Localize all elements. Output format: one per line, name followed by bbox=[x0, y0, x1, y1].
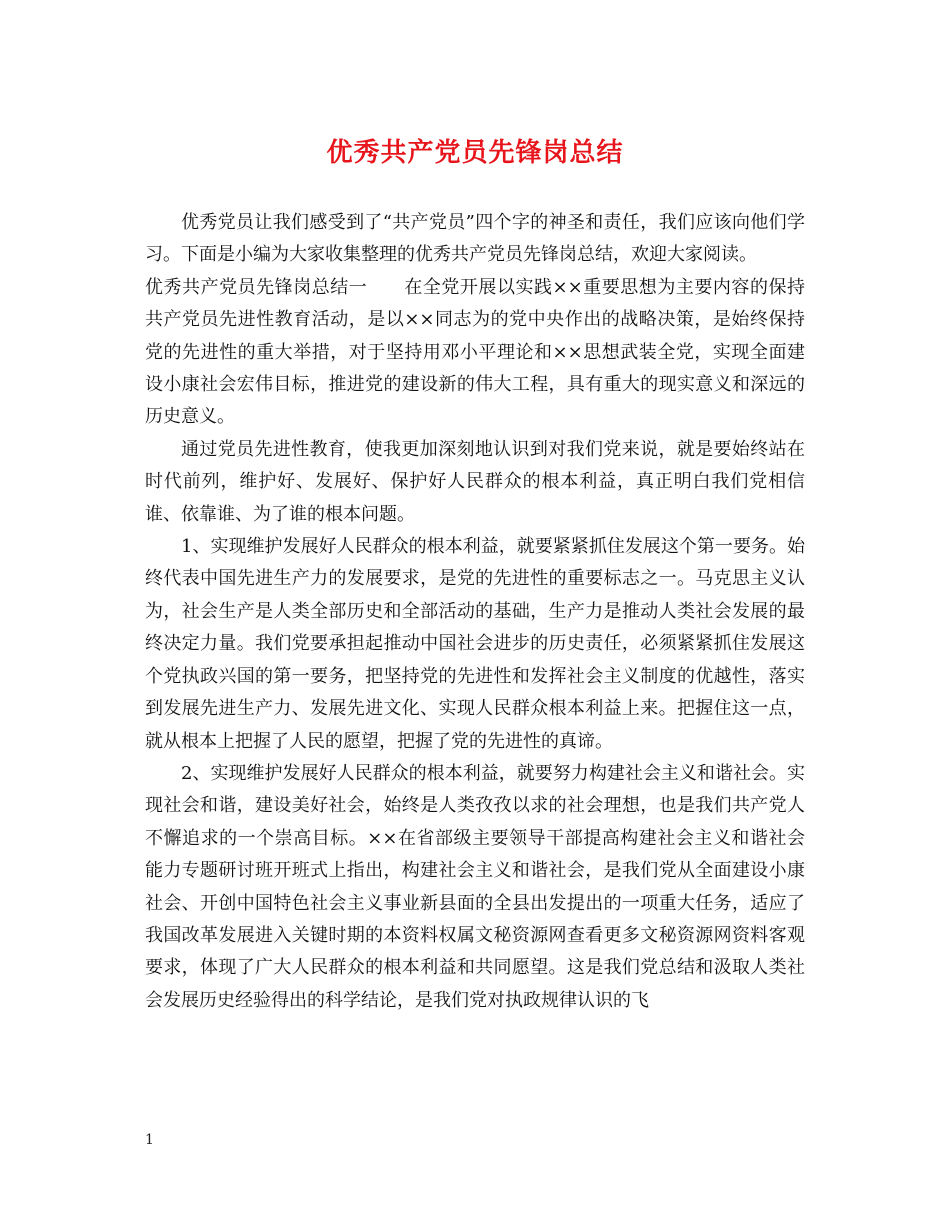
paragraph-education: 通过党员先进性教育，使我更加深刻地认识到对我们党来说，就是要始终站在时代前列，维护好、发展好、保护好人民群众的根本利益，真正明白我们党相信谁、依靠谁、为了谁的根本问题。 bbox=[145, 438, 805, 525]
page-number: 1 bbox=[145, 1132, 154, 1148]
paragraph-summary-one: 优秀共产党员先锋岗总结一 在全党开展以实践××重要思想为主要内容的保持共产党员先进性教育活动，是以××同志为的党中央作出的战略决策，是始终保持党的先进性的重大举措，对于坚持用邓小平理论和××思想武装全党，实现全面建设小康社会宏伟目标，推进党的建设新的伟大工程，具有重大的现实意义和深远的历史意义。 bbox=[145, 276, 805, 428]
paragraph-intro: 优秀党员让我们感受到了“共产党员”四个字的神圣和责任，我们应该向他们学习。下面是小编为大家收集整理的优秀共产党员先锋岗总结，欢迎大家阅读。 bbox=[145, 212, 805, 266]
paragraph-point-2: 2、实现维护发展好人民群众的根本利益，就要努力构建社会主义和谐社会。实现社会和谐，建设美好社会，始终是人类孜孜以求的社会理想，也是我们共产党人不懈追求的一个崇高目标。××在省部级主要领导干部提高构建社会主义和谐社会能力专题研讨班开班式上指出，构建社会主义和谐社会，是我们党从全面建设小康社会、开创中国特色社会主义事业新县面的全县出发提出的一项重大任务，适应了我国改革发展进入关键时期的本资料权属文秘资源网查看更多文秘资源网资料客观要求，体现了广大人民群众的根本利益和共同愿望。这是我们党总结和汲取人类社会发展历史经验得出的科学结论，是我们党对执政规律认识的飞 bbox=[145, 762, 805, 1011]
document-title: 优秀共产党员先锋岗总结 bbox=[326, 138, 624, 168]
document-body bbox=[145, 207, 805, 1017]
paragraph-point-1: 1、实现维护发展好人民群众的根本利益，就要紧紧抓住发展这个第一要务。始终代表中国先进生产力的发展要求，是党的先进性的重要标志之一。马克思主义认为，社会生产是人类全部历史和全部活动的基础，生产力是推动人类社会发展的最终决定力量。我们党要承担起推动中国社会进步的历史责任，必须紧紧抓住发展这个党执政兴国的第一要务，把坚持党的先进性和发挥社会主义制度的优越性，落实到发展先进生产力、发展先进文化、实现人民群众根本利益上来。把握住这一点，就从根本上把握了人民的愿望，把握了党的先进性的真谛。 bbox=[145, 536, 805, 752]
